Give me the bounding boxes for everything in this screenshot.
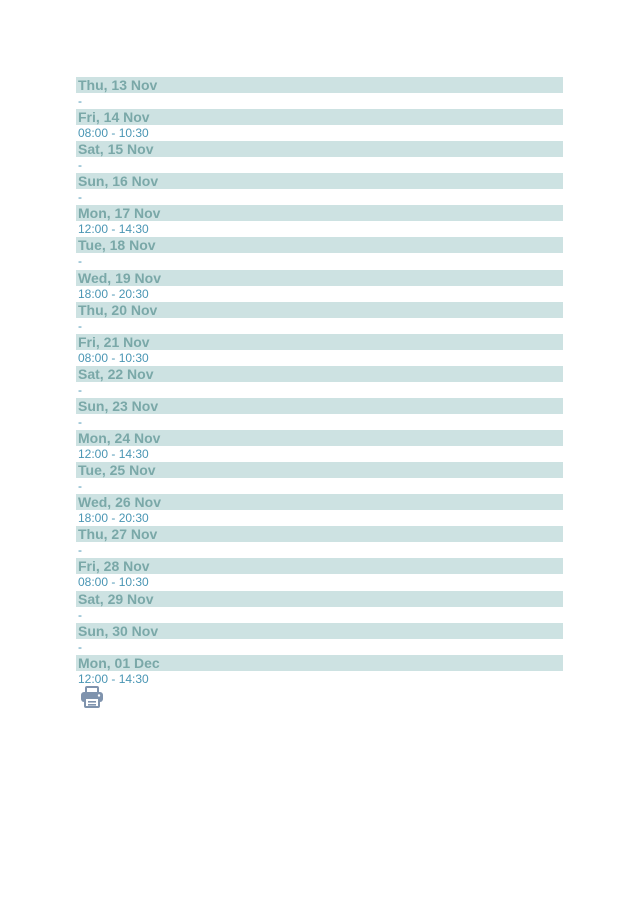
day-date: Tue, 25 Nov <box>76 462 563 478</box>
day-row <box>76 430 563 462</box>
day-time: - <box>78 190 82 205</box>
day-date: Sun, 30 Nov <box>76 623 563 639</box>
day-date: Thu, 20 Nov <box>76 302 563 318</box>
day-date: Fri, 28 Nov <box>76 558 563 574</box>
day-time: 12:00 - 14:30 <box>78 222 149 237</box>
day-time: - <box>78 479 82 494</box>
day-time: 18:00 - 20:30 <box>78 286 149 301</box>
day-time: 08:00 - 10:30 <box>78 350 149 365</box>
day-date: Tue, 18 Nov <box>76 237 563 253</box>
day-time: - <box>78 158 82 173</box>
day-time: - <box>78 382 82 397</box>
day-date: Fri, 14 Nov <box>76 109 563 125</box>
day-time: - <box>78 94 82 108</box>
day-row <box>76 526 563 558</box>
day-row <box>76 173 563 205</box>
day-row <box>76 462 563 494</box>
day-date: Sun, 23 Nov <box>76 398 563 414</box>
day-date: Thu, 13 Nov <box>76 77 563 93</box>
day-row <box>76 494 563 526</box>
day-date: Sat, 15 Nov <box>76 141 563 157</box>
day-row <box>76 302 563 334</box>
day-date: Thu, 27 Nov <box>76 526 563 542</box>
day-date: Wed, 26 Nov <box>76 494 563 510</box>
day-row <box>76 237 563 269</box>
day-row <box>76 205 563 237</box>
day-date: Mon, 24 Nov <box>76 430 563 446</box>
day-row <box>76 366 563 398</box>
day-time: - <box>78 414 82 429</box>
day-row <box>76 141 563 173</box>
day-time: - <box>78 607 82 622</box>
day-time: - <box>78 639 82 654</box>
day-date: Mon, 17 Nov <box>76 205 563 221</box>
day-row <box>76 623 563 655</box>
day-date: Fri, 21 Nov <box>76 334 563 350</box>
day-row <box>76 558 563 590</box>
day-row <box>76 655 563 687</box>
day-time: - <box>78 318 82 333</box>
day-time: 18:00 - 20:30 <box>78 511 149 526</box>
day-time: 08:00 - 10:30 <box>78 126 149 141</box>
day-row <box>76 398 563 430</box>
day-row <box>76 591 563 623</box>
day-row <box>76 334 563 366</box>
day-date: Wed, 19 Nov <box>76 270 563 286</box>
printer-icon <box>80 686 104 708</box>
day-row <box>76 77 563 109</box>
day-time: - <box>78 254 82 269</box>
day-date: Sat, 22 Nov <box>76 366 563 382</box>
day-time: 08:00 - 10:30 <box>78 575 149 590</box>
day-date: Sun, 16 Nov <box>76 173 563 189</box>
day-row <box>76 270 563 302</box>
day-row <box>76 109 563 141</box>
day-time: - <box>78 543 82 558</box>
day-time: 12:00 - 14:30 <box>78 447 149 462</box>
day-date: Mon, 01 Dec <box>76 655 563 671</box>
day-time: 12:00 - 14:30 <box>78 671 149 686</box>
print-button[interactable] <box>80 686 104 708</box>
day-date: Sat, 29 Nov <box>76 591 563 607</box>
schedule-list <box>76 77 563 687</box>
